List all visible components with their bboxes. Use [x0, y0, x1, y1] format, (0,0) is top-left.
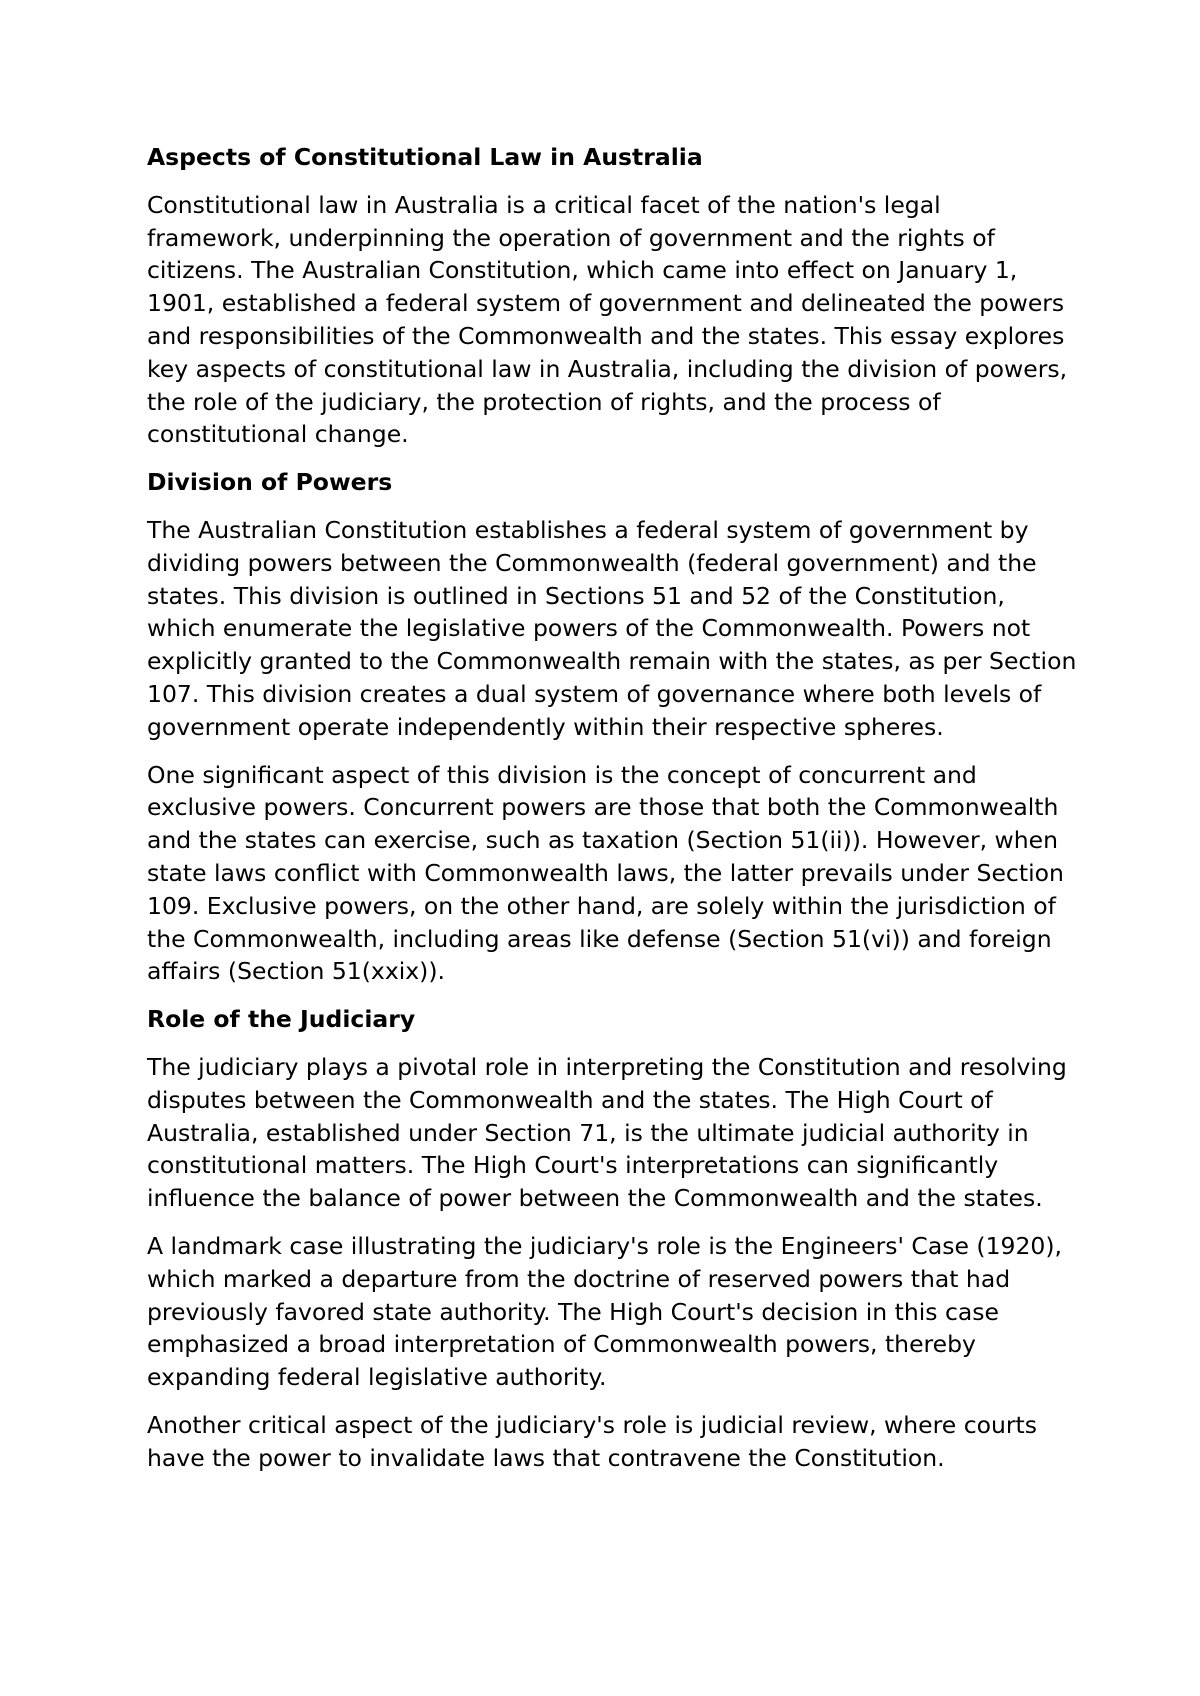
paragraph: A landmark case illustrating the judiciary's role is the Engineers' Case (1920), which marked a departure from the doctrine of reserved powers that had previously favored state authority. The High Court's decision in this case emphasized a broad interpretation of Commonwealth powers, thereby expanding federal legislative authority.	[147, 1231, 1063, 1392]
paragraph: The judiciary plays a pivotal role in interpreting the Constitution and resolving disputes between the Commonwealth and the states. The High Court of Australia, established under Section 71, is the ultimate judicial authority in constitutional matters. The High Court's interpretations can significantly influence the balance of power between the Commonwealth and the states.	[147, 1052, 1067, 1213]
paragraph: Another critical aspect of the judiciary's role is judicial review, where courts have the power to invalidate laws that contravene the Constitution.	[147, 1410, 1038, 1472]
paragraph: The Australian Constitution establishes a federal system of government by dividing powers between the Commonwealth (federal government) and the states. This division is outlined in Sections 51 and 52 of the Constitution, which enumerate the legislative powers of the Commonwealth. Powers not explicitly granted to the Commonwealth remain with the states, as per Section 107. This division creates a dual system of governance where both levels of government operate independently within their respective spheres.	[147, 515, 1077, 741]
intro-paragraph: Constitutional law in Australia is a critical facet of the nation's legal framework, underpinning the operation of government and the rights of citizens. The Australian Constitution, which came into effect on January 1, 1901, established a federal system of government and delineated the powers and responsibilities of the Commonwealth and the states. This essay explores key aspects of constitutional law in Australia, including the division of powers, the role of the judiciary, the protection of rights, and the process of constitutional change.	[147, 190, 1068, 449]
document-title: Aspects of Constitutional Law in Australia	[147, 143, 703, 171]
document-body	[147, 141, 1077, 1489]
paragraph: One significant aspect of this division is the concept of concurrent and exclusive powers. Concurrent powers are those that both the Commonwealth and the states can exercise, such as taxation (Section 51(ii)). However, when state laws conflict with Commonwealth laws, the latter prevails under Section 109. Exclusive powers, on the other hand, are solely within the jurisdiction of the Commonwealth, including areas like defense (Section 51(vi)) and foreign affairs (Section 51(xxix)).	[147, 760, 1064, 986]
section-heading-division-of-powers: Division of Powers	[147, 468, 393, 497]
section-heading-role-of-the-judiciary: Role of the Judiciary	[147, 1005, 416, 1034]
